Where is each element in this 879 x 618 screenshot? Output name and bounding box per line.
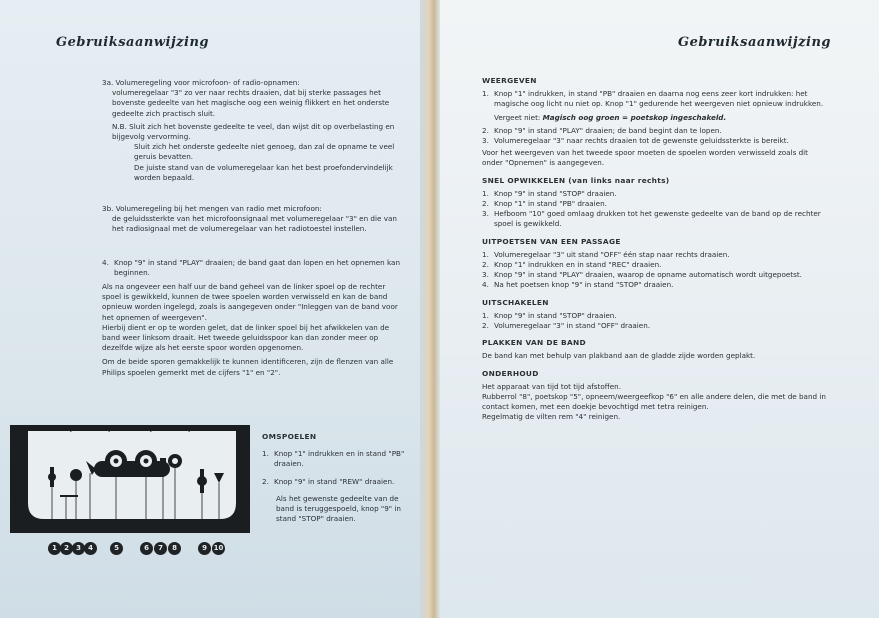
guide-7 <box>160 458 166 468</box>
omspoelen-step2-number: 2. <box>262 476 269 486</box>
omspoelen-section <box>262 432 408 524</box>
onderhoud-line3: Regelmatig de vilten rem "4" reinigen. <box>482 412 621 422</box>
legend-badge-4: 4 <box>84 542 97 555</box>
uitschakelen-title: UITSCHAKELEN <box>482 297 549 307</box>
knob-3 <box>70 469 82 481</box>
uitpoetsen-title: UITPOETSEN VAN EEN PASSAGE <box>482 236 621 246</box>
plakken-title: PLAKKEN VAN DE BAND <box>482 338 586 348</box>
left-page <box>0 0 438 618</box>
legend-badge-7: 7 <box>154 542 167 555</box>
omspoelen-note: Als het gewenste gedeelte van de band is teruggespoeld, knop "9" in stand "STOP" draaien. <box>276 493 401 524</box>
item-4-number: 4. <box>102 258 109 267</box>
uitpoetsen-step2: Knop "1" indrukken en in stand "REC" draaien. <box>494 260 662 270</box>
uitschakelen-step2: Volumeregelaar "3" in stand "OFF" draaien. <box>494 321 651 331</box>
legend-badge-2: 2 <box>60 542 73 555</box>
item-4-text: Knop "9" in stand "PLAY" draaien; de band gaat dan lopen en het opnemen kan beginnen. <box>114 258 401 278</box>
weergeven-title: WEERGEVEN <box>482 76 537 85</box>
legend-badge-9: 9 <box>198 542 211 555</box>
legend-badge-3: 3 <box>72 542 85 555</box>
right-page <box>440 0 879 618</box>
item-3b-title: 3b. Volumeregeling bij het mengen van radio met microfoon: <box>102 204 322 213</box>
legend-badge-10: 10 <box>212 542 225 555</box>
onderhoud-line1: Het apparaat van tijd tot tijd afstoffen. <box>482 381 621 391</box>
diagram-legend <box>48 542 238 556</box>
weergeven-step2: Knop "9" in stand "PLAY" draaien; de band begint dan te lopen. <box>494 125 722 135</box>
legend-badge-5: 5 <box>110 542 123 555</box>
uitschakelen-step1: Knop "9" in stand "STOP" draaien. <box>494 310 617 320</box>
uitpoetsen-step1: Volumeregelaar "3" uit stand "OFF" één stap naar rechts draaien. <box>494 249 730 259</box>
legend-badge-6: 6 <box>140 542 153 555</box>
snel-title: SNEL OPWIKKELEN (van links naar rechts) <box>482 175 670 185</box>
section-3b <box>102 204 404 235</box>
roller-8-hub <box>172 458 178 464</box>
weergeven-warning-text: Magisch oog groen = poetskop ingeschakeld. <box>542 112 727 122</box>
snel-step3: Hefboom "10" goed omlaag drukken tot het gewenste gedeelte van de band op de rechter spoel is gewikkeld. <box>494 209 821 229</box>
snel-step2: Knop "1" in stand "PB" draaien. <box>494 199 607 209</box>
paragraph-1: Als na ongeveer een half uur de band geheel van de linker spoel op de rechter spoel is gewikkeld, kunnen de twee spoelen worden verwisseld en kan de band opnieuw worden ingelegd, zoals is aangegeven onder "Inleggen van de band voor het opnemen of weergeven". <box>102 282 398 322</box>
right-page-header: Gebruiksaanwijzing <box>677 35 831 50</box>
paragraphs <box>102 282 404 378</box>
section-3a <box>102 78 404 183</box>
right-page-body: WEERGEVEN 1. Knop "1" indrukken, in stand "PB" draaien en daarna nog eens zeer kort indrukken: het magische oog licht nu niet op. Knop "1" gedurende het weergeven niet opnieuw indrukken. Vergeet niet: Magisch oog groen = poetskop ingeschakeld. 2. Knop "9" in stand "PLAY" draaien; de band begint dan te lopen. 3. Volumeregelaar "3" naar rechts draaien tot de gewenste geluidssterkte is bereikt. Voor het weergeven van het tweede spoor moeten de spoelen worden verwisseld zoals dit onder "Opnemen" is aangegeven. SNEL OPWIKKELEN (van links naar rechts) 1. Knop "9" in stand "STOP" draaien. 2. Knop "1" in stand "PB" draaien. 3. Hefboom "10" goed omlaag drukken tot het gewenste gedeelte van de band op de rechter spoel is gewikkeld. UITPOETSEN VAN EEN PASSAGE 1. Volumeregelaar "3" uit stand "OFF" één stap naar rechts draaien. 2. Knop "1" indrukken en in stand "REC" draaien. 3. Knop "9" in stand "PLAY" draaien, waarop de opname automatisch wordt uitgepoetst. 4. Na het poetsen knop "9" in stand "STOP" draaien. UITSCHAKELEN 1. Knop "9" in stand "STOP" draaien. 2. Volumeregelaar "3" in stand "OFF" draaien. PLAKKEN VAN DE BAND De band kan met behulp van plakband aan de gladde zijde worden geplakt. ONDERHOUD Het apparaat van tijd tot tijd afstoffen. Rubberrol "8", poetskop "5", opneem/weergeefkop "6" en alle andere delen, die met de band in contact komen, met een doekje bevochtigd met tetra reinigen. Regelmatig de vilten rem "4" reinigen. <box>482 76 826 422</box>
weergeven-warning-prefix: Vergeet niet: <box>494 112 543 122</box>
capstan-5-center <box>114 459 119 464</box>
weergeven-step3: Volumeregelaar "3" naar rechts draaien tot de gewenste geluidssterkte is bereikt. <box>494 136 789 146</box>
legend-badge-8: 8 <box>168 542 181 555</box>
legend-badge-1: 1 <box>48 542 61 555</box>
tape-recorder-diagram <box>10 425 250 533</box>
paragraph-2: Hierbij dient er op te worden gelet, dat de linker spoel bij het afwikkelen van de band weer linksom draait. Het tweede geluidsspoor kan dan zonder meer op dezelfde wijze als het eerste spoor worden opgenomen. <box>102 322 390 353</box>
knob-1-stem <box>50 467 54 487</box>
omspoelen-step1: Knop "1" indrukken en in stand "PB" draaien. <box>274 449 405 469</box>
item-3a-nb2: Sluit zich het onderste gedeelte niet genoeg, dan zal de opname te veel geruis bevatten. <box>134 142 395 162</box>
uitpoetsen-step3: Knop "9" in stand "PLAY" draaien, waarop de opname automatisch wordt uitgepoetst. <box>494 270 802 280</box>
left-page-header: Gebruiksaanwijzing <box>56 35 210 50</box>
weergeven-step1: Knop "1" indrukken, in stand "PB" draaien en daarna nog eens zeer kort indrukken: het magische oog licht nu niet op. Knop "1" gedurende het weergeven niet opnieuw indrukken. <box>494 89 824 109</box>
weergeven-after: Voor het weergeven van het tweede spoor moeten de spoelen worden verwisseld zoals dit onder "Opnemen" is aangegeven. <box>482 148 808 168</box>
item-3a-title: 3a. Volumeregeling voor microfoon- of radio-opnamen: <box>102 78 300 87</box>
plakken-body: De band kan met behulp van plakband aan de gladde zijde worden geplakt. <box>482 351 756 361</box>
knob-9-stem <box>200 469 204 493</box>
item-3a-nb3: De juiste stand van de volumeregelaar kan het best proefondervindelijk worden bepaald. <box>134 162 393 182</box>
onderhoud-title: ONDERHOUD <box>482 368 539 378</box>
omspoelen-step2: Knop "9" in stand "REW" draaien. <box>274 476 395 486</box>
item-3a-nb1: N.B. Sluit zich het bovenste gedeelte te veel, dan wijst dit op overbelasting en bijgevolg vervorming. <box>112 121 395 142</box>
section-4 <box>102 258 404 278</box>
onderhoud-line2: Rubberrol "8", poetskop "5", opneem/weergeefkop "6" en alle andere delen, die met de band in contact komen, met een doekje bevochtigd met tetra reinigen. <box>482 392 826 412</box>
indicator-2 <box>60 495 78 497</box>
item-3a-body: volumeregelaar "3" zo ver naar rechts draaien, dat bij sterke passages het bovenste gedeelte van het magische oog een weinig flikkert en het onderste gedeelte zich practisch sluit. <box>112 88 390 118</box>
uitpoetsen-step4: Na het poetsen knop "9" in stand "STOP" draaien. <box>494 280 674 290</box>
omspoelen-title: OMSPOELEN <box>262 432 317 441</box>
snel-step1: Knop "9" in stand "STOP" draaien. <box>494 188 617 198</box>
paragraph-3: Om de beide sporen gemakkelijk te kunnen identificeren, zijn de flenzen van alle Philips spoelen gemerkt met de cijfers "1" en "2". <box>102 357 394 377</box>
book-spine <box>420 0 440 618</box>
omspoelen-step1-number: 1. <box>262 449 269 459</box>
item-3b-body: de geluidssterkte van het microfoonsignaal met volumeregelaar "3" en die van het radiosignaal met de volumeregelaar van het radiotoestel instellen. <box>112 214 397 234</box>
weergeven-warning <box>482 113 827 123</box>
head-6-center <box>144 459 149 464</box>
